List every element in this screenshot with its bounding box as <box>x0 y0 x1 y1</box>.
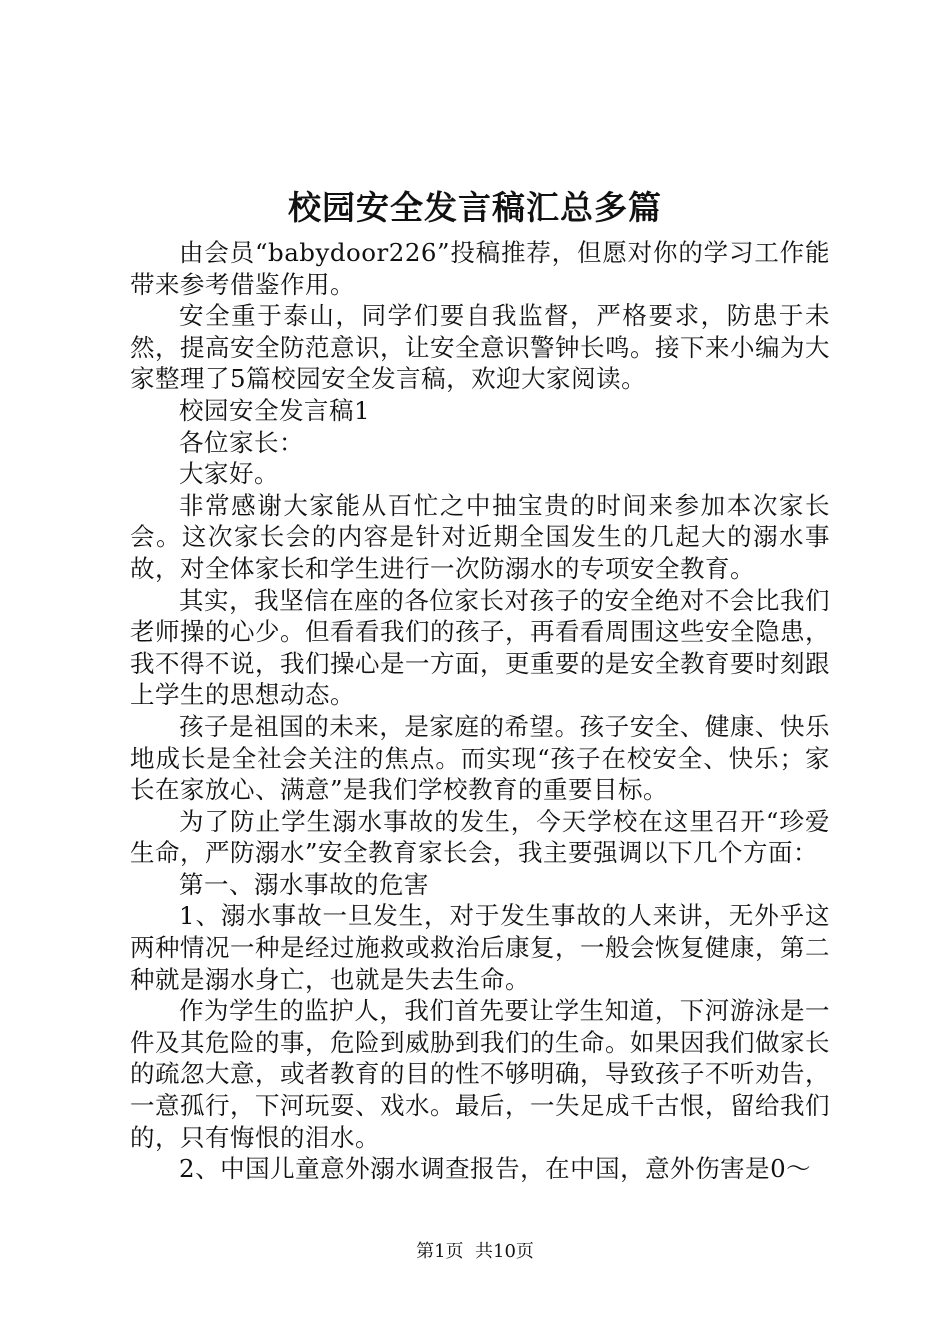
paragraph: 其实，我坚信在座的各位家长对孩子的安全绝对不会比我们老师操的心少。但看看我们的孩子，再看看周围这些安全隐患，我不得不说，我们操心是一方面，更重要的是安全教育要时刻跟上学生的思想动态。 <box>130 585 830 710</box>
paragraph-preface: 安全重于泰山，同学们要自我监督，严格要求，防患于未然，提高安全防范意识，让安全意识警钟长鸣。接下来小编为大家整理了5篇校园安全发言稿，欢迎大家阅读。 <box>130 301 830 394</box>
paragraph-intro: 由会员“babydoor226”投稿推荐，但愿对你的学习工作能带来参考借鉴作用。 <box>130 238 830 299</box>
subsection-heading: 第一、溺水事故的危害 <box>179 869 429 899</box>
document-body <box>130 237 830 1185</box>
paragraph: 1、溺水事故一旦发生，对于发生事故的人来讲，无外乎这两种情况一种是经过施救或救治后康复，一般会恢复健康，第二种就是溺水身亡，也就是失去生命。 <box>130 901 830 994</box>
greeting: 大家好。 <box>179 459 279 489</box>
paragraph: 作为学生的监护人，我们首先要让学生知道，下河游泳是一件及其危险的事，危险到威胁到我们的生命。如果因我们做家长的疏忽大意，或者教育的目的性不够明确，导致孩子不听劝告，一意孤行，下河玩耍、戏水。最后，一失足成千古恨，留给我们的，只有悔恨的泪水。 <box>130 996 830 1152</box>
paragraph: 为了防止学生溺水事故的发生，今天学校在这里召开“珍爱生命，严防溺水”安全教育家长会，我主要强调以下几个方面： <box>130 806 830 868</box>
salutation: 各位家长： <box>179 427 304 457</box>
paragraph: 孩子是祖国的未来，是家庭的希望。孩子安全、健康、快乐地成长是全社会关注的焦点。而实现“孩子在校安全、快乐；家长在家放心、满意”是我们学校教育的重要目标。 <box>130 711 830 805</box>
paragraph: 非常感谢大家能从百忙之中抽宝贵的时间来参加本次家长会。这次家长会的内容是针对近期全国发生的几起大的溺水事故，对全体家长和学生进行一次防溺水的专项安全教育。 <box>130 490 830 583</box>
document-title: 校园安全发言稿汇总多篇 <box>288 188 662 227</box>
page-number: 第1页 <box>416 1241 464 1262</box>
page-total: 共10页 <box>475 1241 534 1262</box>
paragraph: 2、中国儿童意外溺水调查报告，在中国，意外伤害是0～ <box>179 1154 812 1184</box>
page-footer <box>0 1240 950 1264</box>
section-heading: 校园安全发言稿1 <box>179 395 371 425</box>
